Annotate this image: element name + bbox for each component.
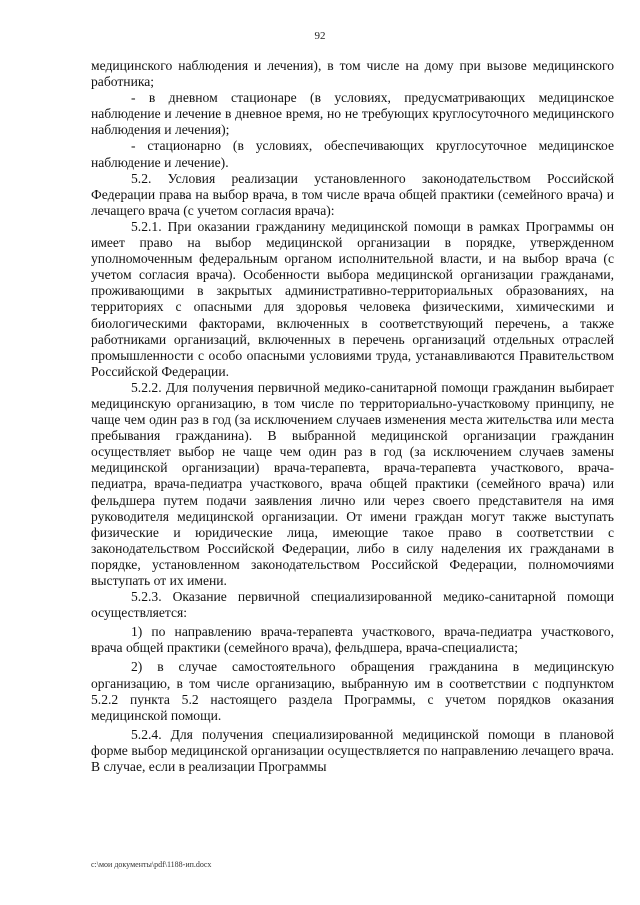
body-text: [91, 58, 614, 775]
paragraph-5-2-3: 5.2.3. Оказание первичной специализированной медико-санитарной помощи осуществляется:: [91, 589, 614, 621]
paragraph-5-2-4: 5.2.4. Для получения специализированной медицинской помощи в плановой форме выбор медицинской организации осуществляется по направлению лечащего врача. В случае, если в реализации Программы: [91, 726, 614, 775]
paragraph-5-2: 5.2. Условия реализации установленного законодательством Российской Федерации права на выбор врача, в том числе врача общей практики (семейного врача) и лечащего врача (с учетом согласия врача):: [91, 170, 614, 218]
list-item-day-hospital: - в дневном стационаре (в условиях, предусматривающих медицинское наблюдение и лечение в дневное время, но не требующих круглосуточного медицинского наблюдения и лечения);: [91, 90, 614, 138]
page-number: 92: [314, 30, 326, 42]
list-item-self-referral: 2) в случае самостоятельного обращения гражданина в медицинскую организацию, в том числе организацию, выбранную им в соответствии с подпунктом 5.2.2 пункта 5.2 настоящего раздела Программы, с учетом порядков оказания медицинской помощи.: [91, 659, 614, 723]
footer-file-path: c:\мои документы\pdf\1188-ип.docx: [91, 860, 212, 869]
paragraph-5-2-2: 5.2.2. Для получения первичной медико-санитарной помощи гражданин выбирает медицинскую организацию, в том числе по территориально-участковому принципу, не чаще чем один раз в год (за исключением случаев изменения места жительства или места пребывания гражданина). В выбранной медицинской организации гражданин осуществляет выбор не чаще чем один раз в год (за исключением случаев замены медицинской организации) врача-терапевта, врача-терапевта участкового, врача-педиатра, врача-педиатра участкового, врача общей практики (семейного врача) или фельдшера путем подачи заявления лично или через своего представителя на имя руководителя медицинской организации. От имени граждан могут также выступать физические и юридические лица, имеющие такое право в соответствии с законодательством Российской Федерации, либо в силу наделения их гражданами в порядке, установленном законодательством Российской Федерации, полномочиями выступать от их имени.: [91, 379, 614, 588]
list-item-referral: 1) по направлению врача-терапевта участкового, врача-педиатра участкового, врача общей практики (семейного врача), фельдшера, врача-специалиста;: [91, 624, 614, 656]
paragraph-5-2-1: 5.2.1. При оказании гражданину медицинской помощи в рамках Программы он имеет право на выбор медицинской организации в порядке, утвержденном уполномоченным федеральным органом исполнительной власти, и на выбор врача (с учетом согласия врача). Особенности выбора медицинской организации гражданами, проживающими в закрытых административно-территориальных образованиях, на территориях с опасными для здоровья человека физическими, химическими и биологическими факторами, включенных в соответствующий перечень, а также работниками организаций, включенных в перечень организаций отдельных отраслей промышленности с особо опасными условиями труда, устанавливаются Правительством Российской Федерации.: [91, 218, 614, 379]
paragraph-continuation: медицинского наблюдения и лечения), в том числе на дому при вызове медицинского работника;: [91, 58, 614, 90]
list-item-inpatient: - стационарно (в условиях, обеспечивающих круглосуточное медицинское наблюдение и лечение).: [91, 138, 614, 170]
